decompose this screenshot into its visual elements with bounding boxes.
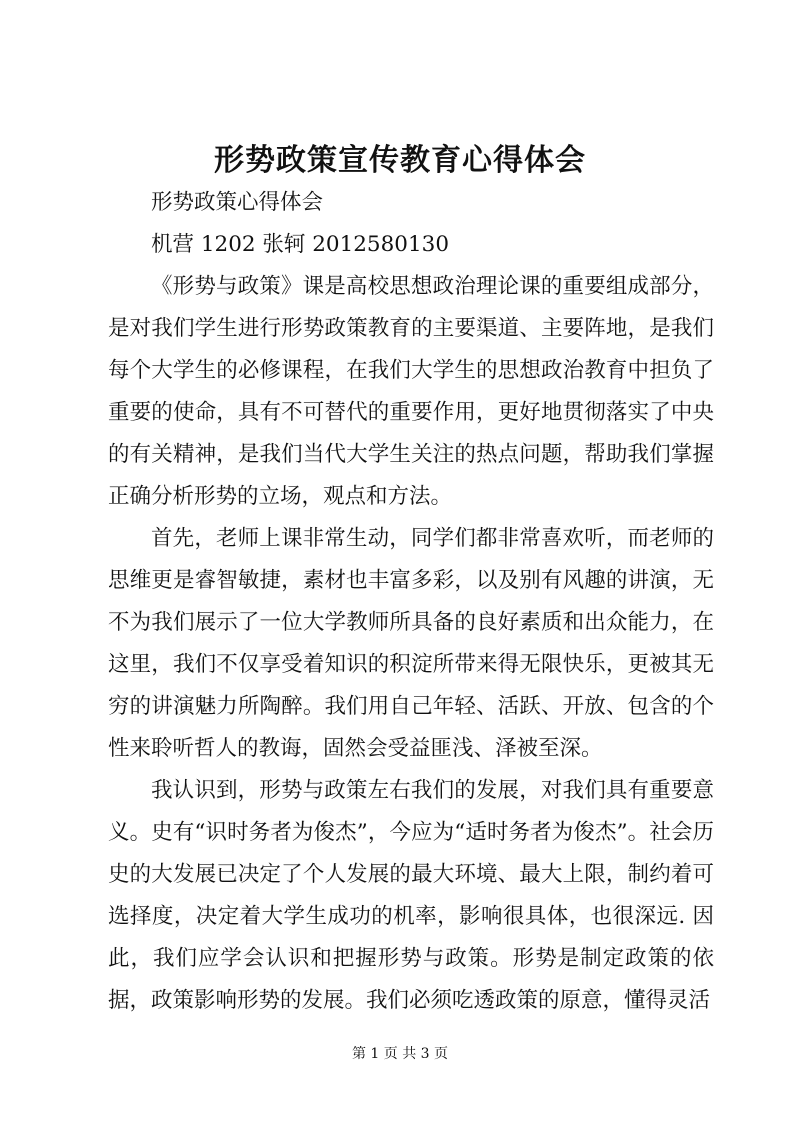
document-title: 形势政策宣传教育心得体会 <box>214 143 586 178</box>
paragraph: 《形势与政策》课是高校思想政治理论课的重要组成部分，是对我们学生进行形势政策教育的主要渠道、主要阵地，是我们每个大学生的必修课程，在我们大学生的思想政治教育中担负了重要的使命，具有不可替代的重要作用，更好地贯彻落实了中央的有关精神，是我们当代大学生关注的热点问题，帮助我们掌握正确分析形势的立场，观点和方法。 <box>108 274 714 509</box>
page-footer: 第 1 页 共 3 页 <box>351 1046 449 1062</box>
document-body <box>108 182 714 1022</box>
author-line: 机营 1202 张轲 2012580130 <box>151 232 450 257</box>
paragraph: 首先，老师上课非常生动，同学们都非常喜欢听，而老师的思维更是睿智敏捷，素材也丰富多彩，以及别有风趣的讲演，无不为我们展示了一位大学教师所具备的良好素质和出众能力，在这里，我们不仅享受着知识的积淀所带来得无限快乐，更被其无穷的讲演魅力所陶醉。我们用自己年轻、活跃、开放、包含的个性来聆听哲人的教诲，固然会受益匪浅、泽被至深。 <box>108 526 714 761</box>
paragraph: 我认识到，形势与政策左右我们的发展，对我们具有重要意义。史有“识时务者为俊杰”，今应为“适时务者为俊杰”。社会历史的大发展已决定了个人发展的最大环境、最大上限，制约着可选择度，决定着大学生成功的机率，影响很具体，也很深远. 因此，我们应学会认识和把握形势与政策。形势是制定政策的依据，政策影响形势的发展。我们必须吃透政策的原意，懂得灵活 <box>108 778 714 1013</box>
subtitle-line: 形势政策心得体会 <box>151 190 324 215</box>
